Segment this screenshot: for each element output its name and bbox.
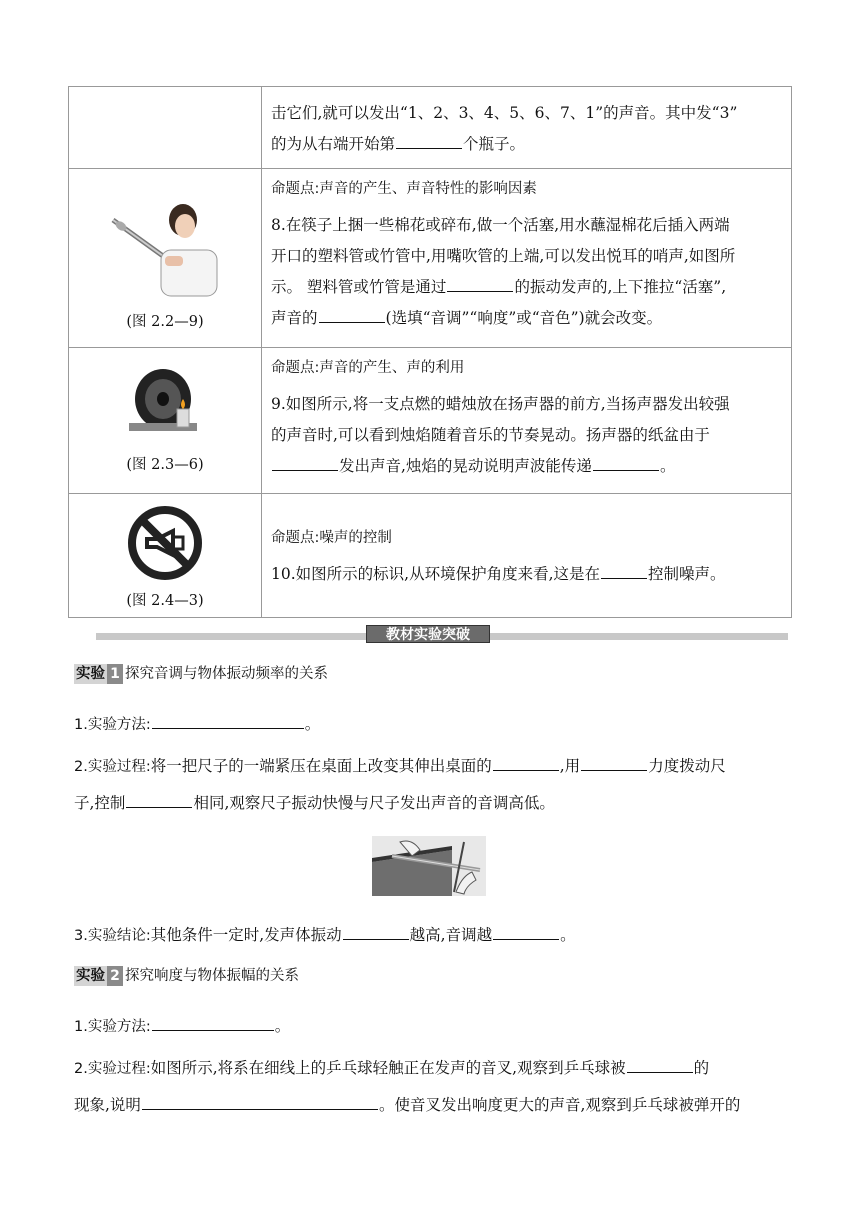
experiment-1-heading: [74, 661, 328, 685]
exp1-conclusion: 3.实验结论:其他条件一定时,发声体振动 越高,音调越 。: [74, 926, 576, 944]
answer-blank[interactable]: [142, 1095, 378, 1110]
answer-blank[interactable]: [126, 793, 192, 808]
q9-line-3: 发出声音,烛焰的晃动说明声波能传递 。: [271, 451, 783, 482]
q8-line-1: 8.在筷子上捆一些棉花或碎布,做一个活塞,用水蘸湿棉花后插入两端: [271, 216, 730, 234]
topic-label: 命题点:声音的产生、声音特性的影响因素: [271, 181, 537, 197]
experiment-tag: 实验: [76, 968, 105, 984]
exp1-method: 1.实验方法: 。: [74, 715, 321, 733]
experiment-title: 探究音调与物体振动频率的关系: [125, 666, 328, 682]
table-row: [69, 348, 792, 494]
answer-blank[interactable]: [581, 756, 647, 771]
experiment-number: 1: [107, 664, 123, 684]
empty-image-cell: [69, 87, 262, 169]
q10-line-1: 10.如图所示的标识,从环境保护角度来看,这是在 控制噪声。: [271, 565, 726, 583]
image-cell-2-2-9: [69, 169, 262, 348]
topic-label: 命题点:声音的产生、声的利用: [271, 360, 465, 376]
no-horn-sign-icon: [127, 505, 203, 581]
experiment-title: 探究响度与物体振幅的关系: [125, 968, 299, 984]
exp2-method: 1.实验方法: 。: [74, 1017, 291, 1035]
table-row: [69, 169, 792, 348]
answer-blank[interactable]: [396, 134, 462, 149]
q8-line-3: 示。 塑料管或竹管是通过 的振动发声的,上下推拉“活塞”,: [271, 278, 727, 296]
answer-blank[interactable]: [343, 925, 409, 940]
figure-caption: (图 2.4—3): [126, 593, 204, 609]
question-7-continued: [262, 87, 792, 169]
image-cell-2-4-3: [69, 494, 262, 618]
ruler-on-table-illustration: [372, 836, 486, 896]
q7-line-2: 的为从右端开始第 个瓶子。: [271, 135, 526, 153]
question-10: [262, 494, 792, 618]
section-banner: [96, 625, 788, 643]
q9-line-1: 9.如图所示,将一支点燃的蜡烛放在扬声器的前方,当扬声器发出较强: [271, 395, 730, 413]
figure-caption: (图 2.3—6): [126, 457, 204, 473]
answer-blank[interactable]: [601, 564, 647, 579]
speaker-candle-illustration: [125, 363, 205, 437]
experiment-number: 2: [107, 966, 123, 986]
answer-blank[interactable]: [152, 1016, 274, 1031]
table-row: [69, 87, 792, 169]
figure-caption: (图 2.2—9): [126, 314, 204, 330]
topic-label: 命题点:噪声的控制: [271, 530, 392, 546]
exp2-process: 2.实验过程:如图所示,将系在细线上的乒乓球轻触正在发声的音叉,观察到乒乓球被 的 现象,说明 。使音叉发出响度更大的声音,观察到乒乓球被弹开的: [74, 1059, 741, 1114]
q7-line-1: 击它们,就可以发出“1、2、3、4、5、6、7、1”的声音。其中发“3”: [271, 104, 738, 122]
answer-blank[interactable]: [272, 456, 338, 471]
answer-blank[interactable]: [152, 714, 304, 729]
banner-title: 教材实验突破: [366, 625, 490, 643]
girl-blowing-pipe-illustration: [105, 198, 225, 298]
table-row: [69, 494, 792, 618]
q9-line-2: 的声音时,可以看到烛焰随着音乐的节奏晃动。扬声器的纸盆由于: [271, 426, 710, 444]
answer-blank[interactable]: [493, 756, 559, 771]
answer-blank[interactable]: [447, 277, 513, 292]
answer-blank[interactable]: [319, 308, 385, 323]
answer-blank[interactable]: [493, 925, 559, 940]
experiment-2-heading: [74, 963, 299, 987]
question-8: [262, 169, 792, 348]
experiment-tag: 实验: [76, 666, 105, 682]
image-cell-2-3-6: [69, 348, 262, 494]
q8-line-4: 声音的 (选填“音调”“响度”或“音色”)就会改变。: [271, 309, 663, 327]
answer-blank[interactable]: [627, 1058, 693, 1073]
q8-line-2: 开口的塑料管或竹管中,用嘴吹管的上端,可以发出悦耳的哨声,如图所: [271, 247, 736, 265]
question-table: [68, 86, 792, 618]
question-9: [262, 348, 792, 494]
exp1-process: 2.实验过程:将一把尺子的一端紧压在桌面上改变其伸出桌面的 ,用 力度拨动尺 子,控制 相同,观察尺子振动快慢与尺子发出声音的音调高低。: [74, 757, 726, 812]
answer-blank[interactable]: [593, 456, 659, 471]
